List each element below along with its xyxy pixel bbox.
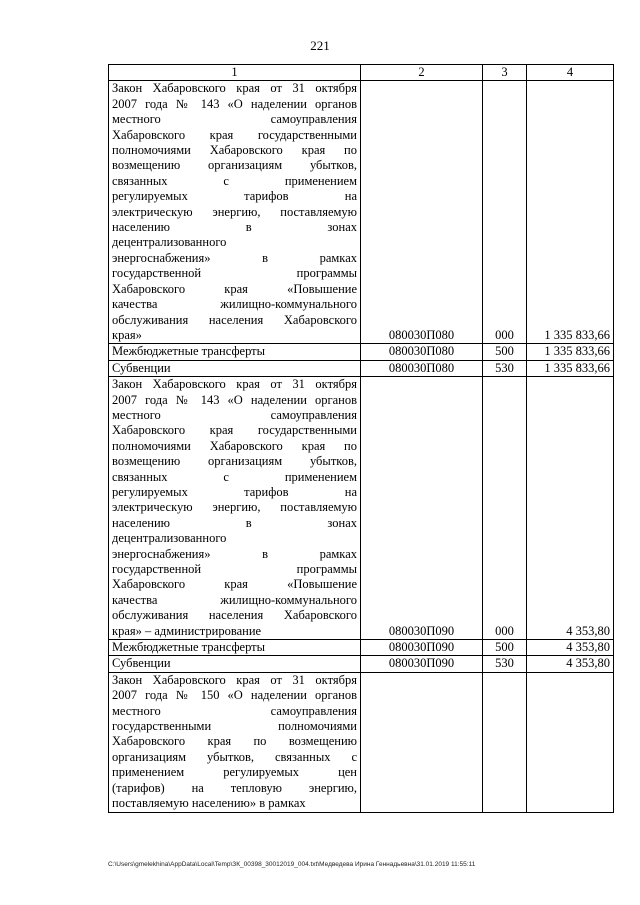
- cell-name-line: обслуживания населения Хабаровского: [112, 312, 357, 327]
- cell-name-line: энергоснабжения» в рамках: [112, 250, 357, 265]
- table-row: [109, 640, 614, 656]
- column-header-csr: 2: [361, 65, 483, 81]
- cell-name-line: населению в зонах: [112, 515, 357, 530]
- table-row: [109, 344, 614, 360]
- cell-name-line: 2007 года № 150 «О наделении органов: [112, 688, 357, 703]
- cell-name-line: связанных с применением: [112, 173, 357, 188]
- cell-amount: 1 335 833,66: [527, 81, 614, 344]
- cell-csr: [361, 672, 483, 812]
- column-header-name: 1: [109, 65, 361, 81]
- table-row: [109, 377, 614, 640]
- cell-vr: 500: [483, 640, 527, 656]
- cell-name-line: децентрализованного: [112, 235, 227, 250]
- cell-vr: 530: [483, 656, 527, 672]
- cell-amount: 1 335 833,66: [527, 360, 614, 376]
- table-row: [109, 360, 614, 376]
- cell-name-line: организациям убытков, связанных с: [112, 749, 357, 764]
- file-path-footer: C:\Users\gmelekhina\AppData\Local\Temp\ЗК_00398_30012019_004.txt\Медведева Ирина Геннадьевна\31.01.2019 11:55:11: [108, 861, 476, 868]
- cell-csr: 080030П090: [361, 656, 483, 672]
- cell-name-line: возмещению организациям убытков,: [112, 158, 357, 173]
- cell-csr: 080030П090: [361, 640, 483, 656]
- cell-name-line: Хабаровского края по возмещению: [112, 734, 357, 749]
- cell-amount: 4 353,80: [527, 377, 614, 640]
- cell-name-line: государственными полномочиями: [112, 719, 357, 734]
- budget-table: [108, 64, 614, 813]
- table-row: [109, 656, 614, 672]
- cell-name-line: энергоснабжения» в рамках: [112, 546, 357, 561]
- cell-amount: [527, 672, 614, 812]
- table-row: [109, 672, 614, 812]
- cell-csr: 080030П080: [361, 344, 483, 360]
- cell-name-line: Межбюджетные трансферты: [112, 344, 266, 359]
- cell-name-line: регулируемых тарифов на: [112, 189, 357, 204]
- cell-name: [109, 81, 361, 344]
- cell-name-line: связанных с применением: [112, 469, 357, 484]
- cell-name: [109, 640, 361, 656]
- cell-name-line: Закон Хабаровского края от 31 октября: [112, 81, 357, 96]
- cell-name: [109, 377, 361, 640]
- cell-csr: 080030П090: [361, 377, 483, 640]
- cell-name-line: государственной программы: [112, 266, 357, 281]
- cell-csr: 080030П080: [361, 360, 483, 376]
- cell-name-line: населению в зонах: [112, 220, 357, 235]
- cell-name-line: электрическую энергию, поставляемую: [112, 204, 357, 219]
- cell-name-line: полномочиями Хабаровского края по: [112, 143, 357, 158]
- page-number: 221: [310, 38, 330, 53]
- cell-amount: 4 353,80: [527, 640, 614, 656]
- cell-amount: 1 335 833,66: [527, 344, 614, 360]
- cell-name-line: края»: [112, 327, 142, 342]
- cell-name-line: Закон Хабаровского края от 31 октября: [112, 377, 357, 392]
- cell-name: [109, 672, 361, 812]
- cell-vr: 000: [483, 377, 527, 640]
- cell-name-line: поставляемую населению» в рамках: [112, 796, 306, 811]
- cell-name-line: качества жилищно-коммунального: [112, 592, 357, 607]
- cell-name-line: Субвенции: [112, 656, 171, 671]
- cell-name-line: государственной программы: [112, 562, 357, 576]
- cell-name-line: Межбюджетные трансферты: [112, 640, 266, 655]
- table-header-row: [109, 65, 614, 81]
- cell-name-line: Закон Хабаровского края от 31 октября: [112, 672, 357, 687]
- cell-name-line: местного самоуправления: [112, 112, 357, 127]
- column-header-amount: 4: [527, 65, 614, 81]
- cell-name-line: качества жилищно-коммунального: [112, 297, 357, 312]
- cell-name-line: 2007 года № 143 «О наделении органов: [112, 96, 357, 111]
- cell-name: [109, 360, 361, 376]
- cell-name-line: Хабаровского края государственными: [112, 127, 357, 142]
- cell-name-line: местного самоуправления: [112, 407, 357, 422]
- cell-name-line: края» – администрирование: [112, 623, 262, 638]
- cell-name-line: обслуживания населения Хабаровского: [112, 608, 357, 623]
- cell-name: [109, 344, 361, 360]
- cell-vr: 500: [483, 344, 527, 360]
- cell-vr: 530: [483, 360, 527, 376]
- cell-name-line: Хабаровского края государственными: [112, 423, 357, 438]
- cell-name-line: полномочиями Хабаровского края по: [112, 438, 357, 453]
- cell-name-line: Субвенции: [112, 360, 171, 375]
- column-header-vr: 3: [483, 65, 527, 81]
- cell-name-line: местного самоуправления: [112, 703, 357, 718]
- cell-name-line: применением регулируемых цен: [112, 765, 357, 780]
- cell-name-line: 2007 года № 143 «О наделении органов: [112, 392, 357, 407]
- cell-name-line: Хабаровского края «Повышение: [112, 577, 357, 592]
- cell-vr: 000: [483, 81, 527, 344]
- cell-csr: 080030П080: [361, 81, 483, 344]
- cell-name-line: регулируемых тарифов на: [112, 484, 357, 499]
- table-row: [109, 81, 614, 344]
- cell-name-line: возмещению организациям убытков,: [112, 454, 357, 469]
- cell-name-line: (тарифов) на тепловую энергию,: [112, 780, 357, 795]
- cell-name-line: электрическую энергию, поставляемую: [112, 500, 357, 515]
- cell-name-line: Хабаровского края «Повышение: [112, 281, 357, 296]
- cell-name-line: децентрализованного: [112, 531, 227, 546]
- cell-name: [109, 656, 361, 672]
- cell-vr: [483, 672, 527, 812]
- cell-amount: 4 353,80: [527, 656, 614, 672]
